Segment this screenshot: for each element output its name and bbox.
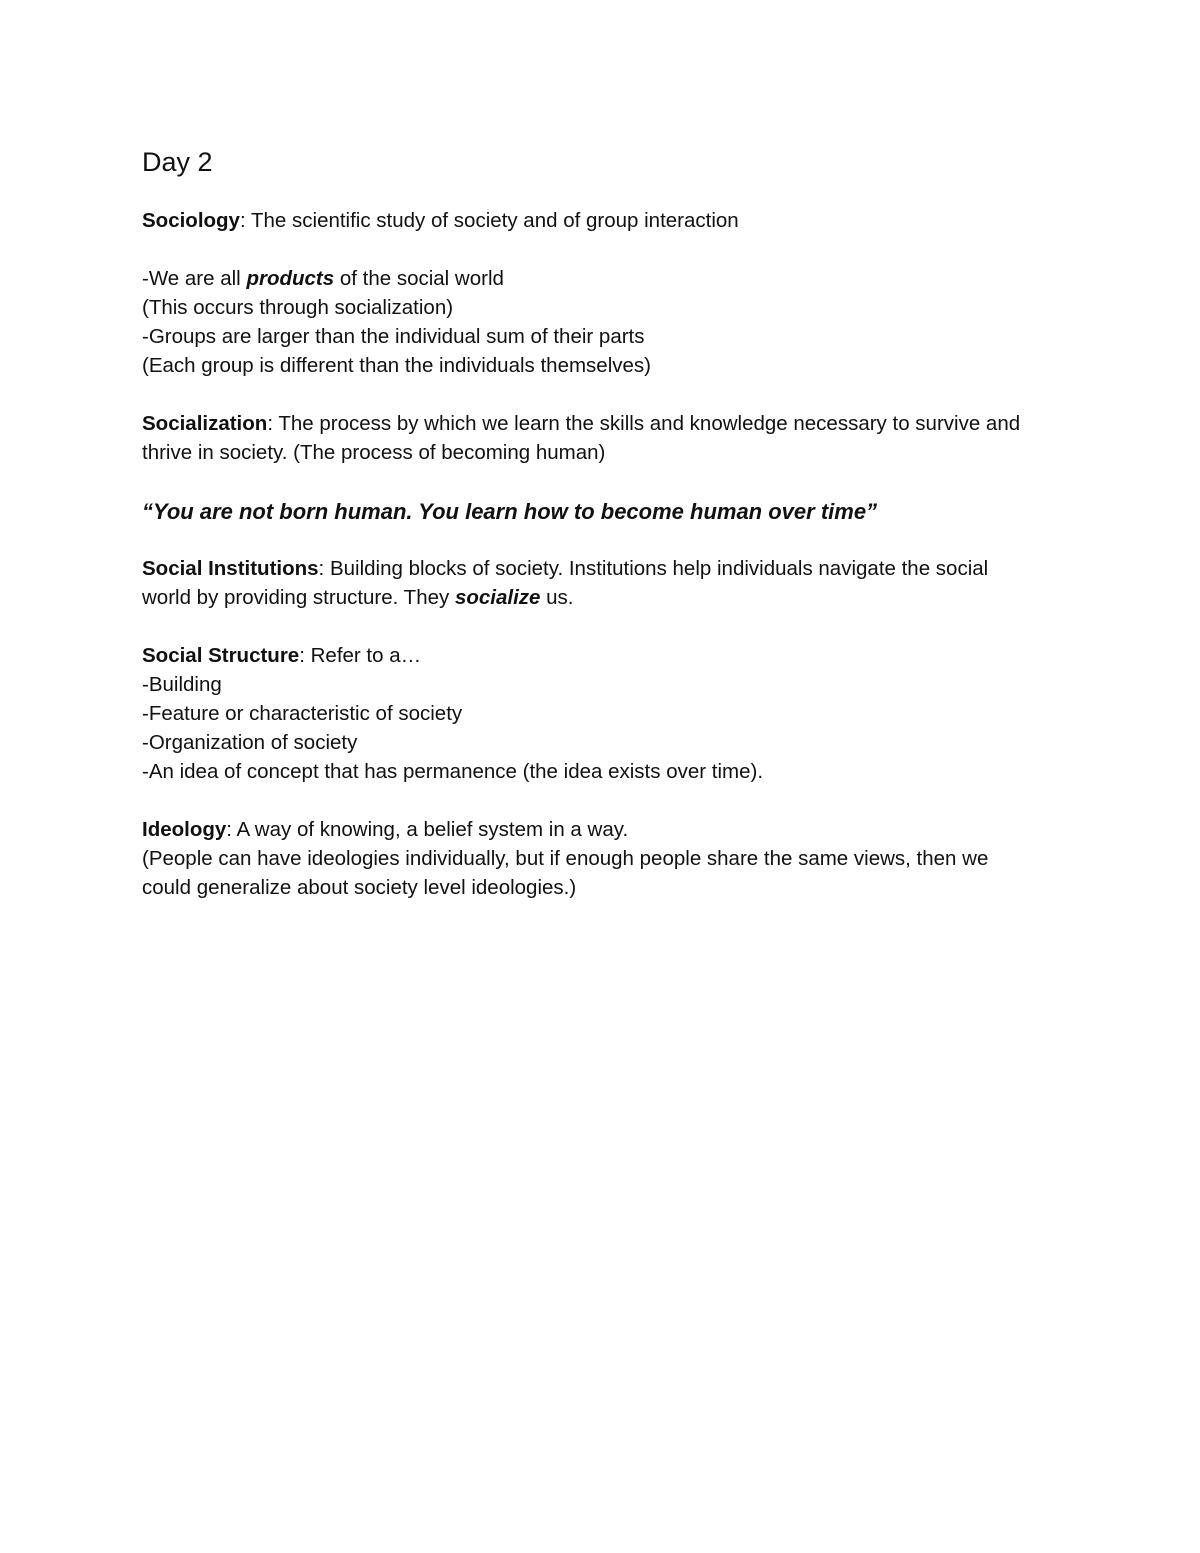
document-page [142, 142, 1062, 931]
emphasis-socialize: socialize [454, 586, 541, 609]
emphasis-products: products [246, 267, 335, 290]
note-line: (This occurs through socialization) [142, 296, 454, 319]
page-title: Day 2 [142, 147, 213, 177]
list-item: -Feature or characteristic of society [142, 702, 463, 725]
sociology-notes [142, 264, 1062, 380]
social-structure-term: Social Structure [142, 644, 300, 667]
ideology-term: Ideology [142, 818, 227, 841]
social-institutions-term: Social Institutions [142, 557, 319, 580]
note-line: -We are all products of the social world [142, 267, 504, 290]
quote: “You are not born human. You learn how to become human over time” [142, 499, 878, 524]
sociology-term: Sociology [142, 209, 240, 232]
list-item: -An idea of concept that has permanence (the idea exists over time). [142, 760, 764, 783]
list-item: -Building [142, 673, 222, 696]
sociology-definition [142, 206, 1062, 235]
social-structure-definition: Social Structure: Refer to a… -Building -Feature or characteristic of society -Organization of society -An idea of concept that has permanence (the idea exists over time). [142, 641, 1062, 786]
sociology-text: : The scientific study of society and of group interaction [239, 209, 739, 232]
socialization-definition: Socialization: The process by which we learn the skills and knowledge necessary to survive and thrive in society. (The process of becoming human) [142, 412, 1021, 464]
socialization-term: Socialization [142, 412, 268, 435]
note-line: -Groups are larger than the individual sum of their parts [142, 325, 645, 348]
ideology-definition: Ideology: A way of knowing, a belief system in a way. (People can have ideologies individually, but if enough people share the same views, then we could generalize about society level ideologies.) [142, 818, 989, 899]
note-line: (Each group is different than the individuals themselves) [142, 354, 651, 377]
social-institutions-definition: Social Institutions: Building blocks of society. Institutions help individuals navigate the social world by providing structure. They socialize us. [142, 557, 989, 609]
list-item: -Organization of society [142, 731, 358, 754]
